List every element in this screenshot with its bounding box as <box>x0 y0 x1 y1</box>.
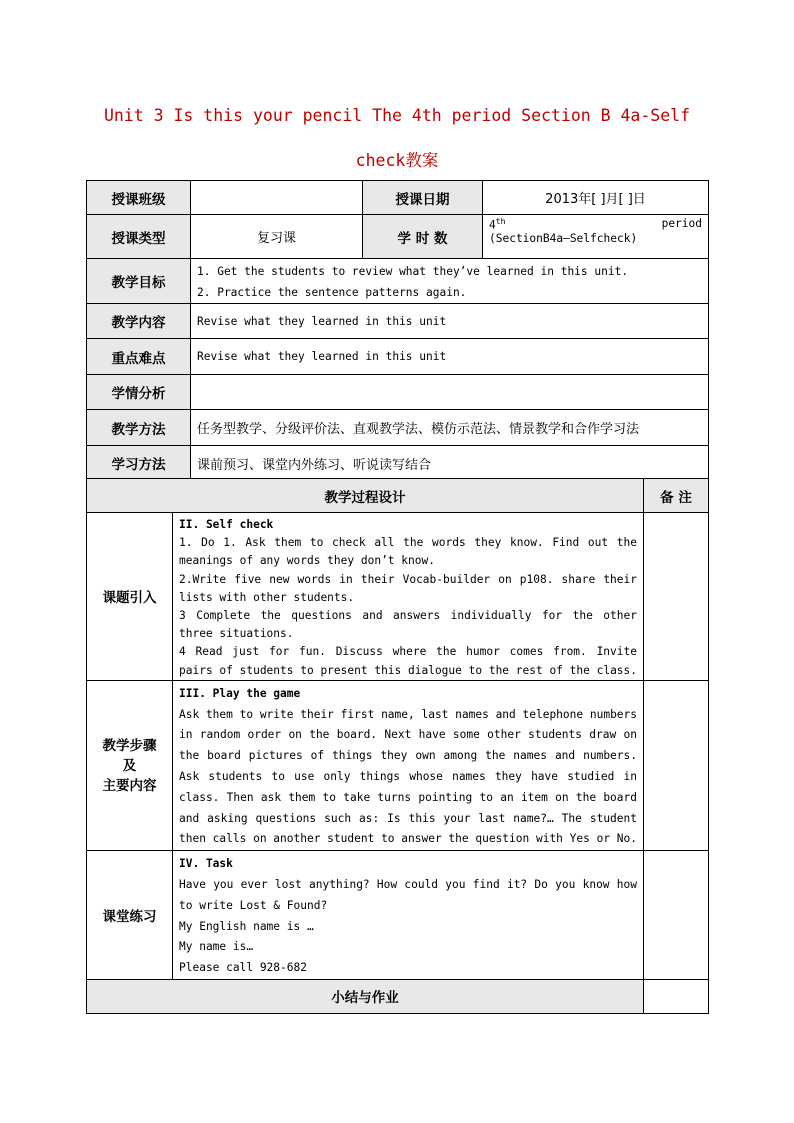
class-label: 授课班级 <box>87 181 191 215</box>
practice-line: Please call 928-682 <box>179 961 307 975</box>
lesson-info-table <box>86 180 709 481</box>
practice-content <box>173 851 644 980</box>
steps-label <box>87 680 173 850</box>
goals-label: 教学目标 <box>87 259 191 304</box>
hours-label: 学 时 数 <box>363 215 483 259</box>
practice-heading: IV. Task <box>179 857 233 871</box>
practice-label: 课堂练习 <box>87 851 173 980</box>
intro-line: 4 Read just for fun. Discuss where the humor comes from. Invite pairs of students to present this dialogue to the rest of the class. <box>179 645 638 677</box>
practice-line: My English name is … <box>179 919 314 933</box>
steps-content <box>173 680 644 850</box>
intro-notes <box>644 513 709 681</box>
analysis-value <box>191 375 709 410</box>
steps-label-line: 教学步骤 <box>102 737 157 754</box>
analysis-label: 学情分析 <box>87 375 191 410</box>
process-header: 教学过程设计 <box>87 479 644 513</box>
steps-notes <box>644 680 709 850</box>
study-method-value: 课前预习、课堂内外练习、听说读写结合 <box>191 446 709 481</box>
document-title-line-2: check教案 <box>355 151 439 170</box>
goal-item: 2. Practice the sentence patterns again. <box>197 286 467 299</box>
intro-heading: II. Self check <box>179 518 274 531</box>
period-number: 4 <box>489 218 496 232</box>
intro-label: 课题引入 <box>87 513 173 681</box>
method-label: 教学方法 <box>87 410 191 446</box>
date-value: 2013年[ ]月[ ]日 <box>483 181 709 215</box>
intro-line: 2.Write five new words in their Vocab-builder on p108. share their lists with other students. <box>179 572 637 604</box>
study-method-label: 学习方法 <box>87 446 191 481</box>
steps-heading: III. Play the game <box>179 686 301 700</box>
notes-header: 备 注 <box>644 479 709 513</box>
lesson-type-label: 授课类型 <box>87 215 191 259</box>
teaching-process-table <box>86 478 709 1014</box>
goal-item: 1. Get the students to review what they’ve learned in this unit. <box>197 265 629 278</box>
document-title-line-1: Unit 3 Is this your pencil The 4th period Section B 4a-Self <box>103 106 691 125</box>
lesson-type-value: 复习课 <box>191 215 363 259</box>
content-label: 教学内容 <box>87 304 191 339</box>
key-points-value: Revise what they learned in this unit <box>191 339 709 375</box>
steps-label-line: 主要内容 <box>102 777 157 794</box>
goals-list <box>191 259 709 304</box>
summary-notes <box>644 979 709 1013</box>
period-word: period <box>661 217 702 230</box>
intro-line: 1. Do 1. Ask them to check all the words they know. Find out the meanings of any words they don’t know. <box>179 536 637 568</box>
practice-line: Have you ever lost anything? How could you find it? Do you know how to write Lost & Found? <box>179 878 637 912</box>
method-value: 任务型教学、分级评价法、直观教学法、模仿示范法、情景教学和合作学习法 <box>191 410 709 446</box>
intro-content <box>173 513 644 681</box>
period-superscript: th <box>495 217 506 226</box>
content-value: Revise what they learned in this unit <box>191 304 709 339</box>
class-value <box>191 181 363 215</box>
steps-label-line: 及 <box>122 757 137 774</box>
summary-header: 小结与作业 <box>87 979 644 1013</box>
practice-notes <box>644 851 709 980</box>
key-points-label: 重点难点 <box>87 339 191 375</box>
period-section: (SectionB4a—Selfcheck) <box>489 231 638 245</box>
intro-line: 3 Complete the questions and answers individually for the other three situations. <box>179 609 637 641</box>
steps-paragraph: Ask them to write their first name, last names and telephone numbers in random order on the board. Next have some other students draw on the board pictures of things they own among the names and numbers. Ask students to use only things whose names they have studied in class. Then ask them to take turns pointing to an item on the board and asking questions such as: Is this your last name?… The student then calls on another student to answer the question with Yes or No. <box>179 707 638 846</box>
hours-value <box>483 215 709 259</box>
date-label: 授课日期 <box>363 181 483 215</box>
practice-line: My name is… <box>179 940 254 954</box>
